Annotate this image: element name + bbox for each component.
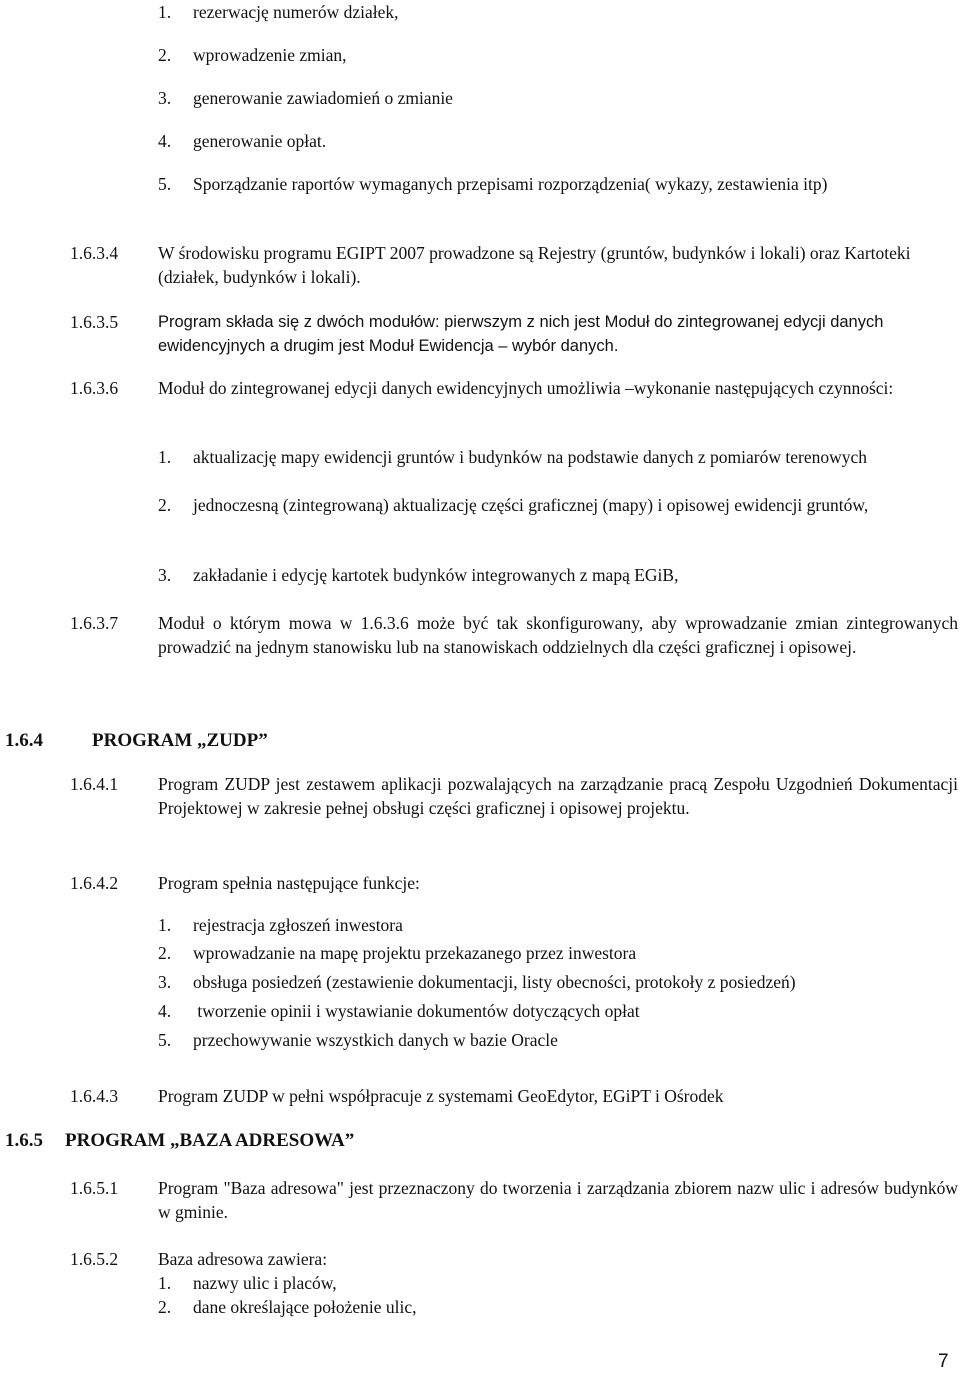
section-text: W środowisku programu EGIPT 2007 prowadzone są Rejestry (gruntów, budynków i lokali) oraz Kartoteki (działek, budynków i lokali). bbox=[158, 243, 911, 287]
list-item: 4. generowanie opłat. bbox=[158, 131, 327, 151]
section-text: Baza adresowa zawiera: bbox=[158, 1249, 328, 1269]
list-item: 2. wprowadzenie zmian, bbox=[158, 45, 347, 65]
section-number: 1.6.4.1 bbox=[70, 774, 119, 794]
section-text: Program ZUDP w pełni współpracuje z systemami GeoEdytor, EGiPT i Ośrodek bbox=[158, 1086, 724, 1106]
section-text: Program spełnia następujące funkcje: bbox=[158, 873, 420, 893]
list-item: 3. obsługa posiedzeń (zestawienie dokumentacji, listy obecności, protokoły z posiedzeń) bbox=[158, 972, 796, 992]
list-item: 1. rezerwację numerów działek, bbox=[158, 2, 399, 22]
section-number: 1.6.4.2 bbox=[70, 873, 119, 893]
section-heading-title: PROGRAM „ZUDP” bbox=[92, 730, 268, 751]
section-number: 1.6.5.1 bbox=[70, 1178, 119, 1198]
list-item: 1. nazwy ulic i placów, bbox=[158, 1273, 337, 1293]
list-item: 3. generowanie zawiadomień o zmianie bbox=[158, 88, 453, 108]
section-number: 1.6.3.7 bbox=[70, 613, 119, 633]
section-number: 1.6.3.4 bbox=[70, 243, 119, 263]
section-number: 1.6.5.2 bbox=[70, 1249, 119, 1269]
list-item: 1. aktualizację mapy ewidencji gruntów i budynków na podstawie danych z pomiarów terenowych bbox=[158, 447, 868, 467]
section-number: 1.6.3.6 bbox=[70, 378, 119, 398]
page-number: 7 bbox=[938, 1351, 949, 1372]
section-text: Program ZUDP jest zestawem aplikacji pozwalających na zarządzanie pracą Zespołu Uzgodnień Dokumentacji Projektowej w zakresie pełnej obsługi części graficznej i opisowej projektu. bbox=[158, 774, 958, 818]
list-item: 2. wprowadzanie na mapę projektu przekazanego przez inwestora bbox=[158, 943, 637, 963]
section-text: Moduł o którym mowa w 1.6.3.6 może być tak skonfigurowany, aby wprowadzanie zmian zintegrowanych prowadzić na jednym stanowisku lub na stanowiskach oddzielnych dla części graficznej i opisowej. bbox=[158, 613, 958, 657]
section-text: Program "Baza adresowa" jest przeznaczony do tworzenia i zarządzania zbiorem nazw ulic i adresów budynków w gminie. bbox=[158, 1178, 958, 1222]
list-item: 3. zakładanie i edycję kartotek budynków integrowanych z mapą EGiB, bbox=[158, 565, 679, 585]
section-heading-number: 1.6.5 bbox=[5, 1130, 43, 1151]
list-item: 2. dane określające położenie ulic, bbox=[158, 1297, 417, 1317]
list-item: 5. przechowywanie wszystkich danych w bazie Oracle bbox=[158, 1030, 558, 1050]
list-item: 5. Sporządzanie raportów wymaganych przepisami rozporządzenia( wykazy, zestawienia itp) bbox=[158, 174, 828, 194]
section-text: Program składa się z dwóch modułów: pierwszym z nich jest Moduł do zintegrowanej edycji danych ewidencyjnych a drugim jest Moduł Ewidencja – wybór danych. bbox=[158, 313, 884, 355]
section-heading-title: PROGRAM „BAZA ADRESOWA” bbox=[65, 1130, 355, 1151]
section-heading-number: 1.6.4 bbox=[5, 730, 43, 751]
section-text: Moduł do zintegrowanej edycji danych ewidencyjnych umożliwia –wykonanie następujących czynności: bbox=[158, 378, 894, 398]
list-item: 4. tworzenie opinii i wystawianie dokumentów dotyczących opłat bbox=[158, 1001, 640, 1021]
list-item: 1. rejestracja zgłoszeń inwestora bbox=[158, 915, 403, 935]
section-number: 1.6.3.5 bbox=[70, 312, 119, 332]
section-number: 1.6.4.3 bbox=[70, 1086, 119, 1106]
list-item: 2. jednoczesną (zintegrowaną) aktualizację części graficznej (mapy) i opisowej ewidencji gruntów, bbox=[158, 495, 869, 515]
